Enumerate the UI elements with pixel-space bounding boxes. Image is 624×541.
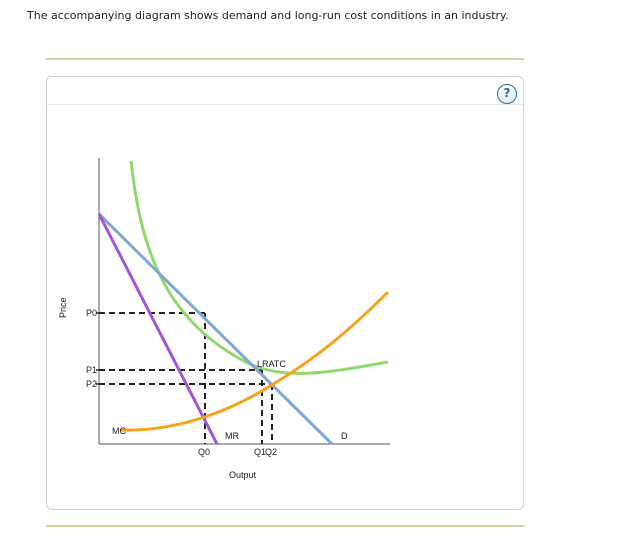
mc-label: MC — [112, 426, 126, 436]
mr-label: MR — [225, 431, 239, 441]
y-tick-p0: P0 — [86, 308, 98, 318]
y-tick-p2: P2 — [86, 379, 98, 389]
x-axis-label: Output — [229, 470, 257, 480]
d-label: D — [341, 431, 348, 441]
y-tick-p1: P1 — [86, 365, 98, 375]
lratc-curve — [131, 161, 388, 373]
y-axis-label: Price — [58, 297, 68, 318]
help-icon[interactable]: ? — [497, 84, 517, 104]
question-text: The accompanying diagram shows demand and long-run cost conditions in an industry. — [27, 9, 509, 22]
demand-curve — [99, 214, 332, 444]
x-tick-q2: Q2 — [265, 447, 278, 457]
x-tick-q0: Q0 — [198, 447, 211, 457]
lratc-label: LRATC — [257, 359, 286, 369]
x-tick-q1: Q1 — [254, 447, 267, 457]
